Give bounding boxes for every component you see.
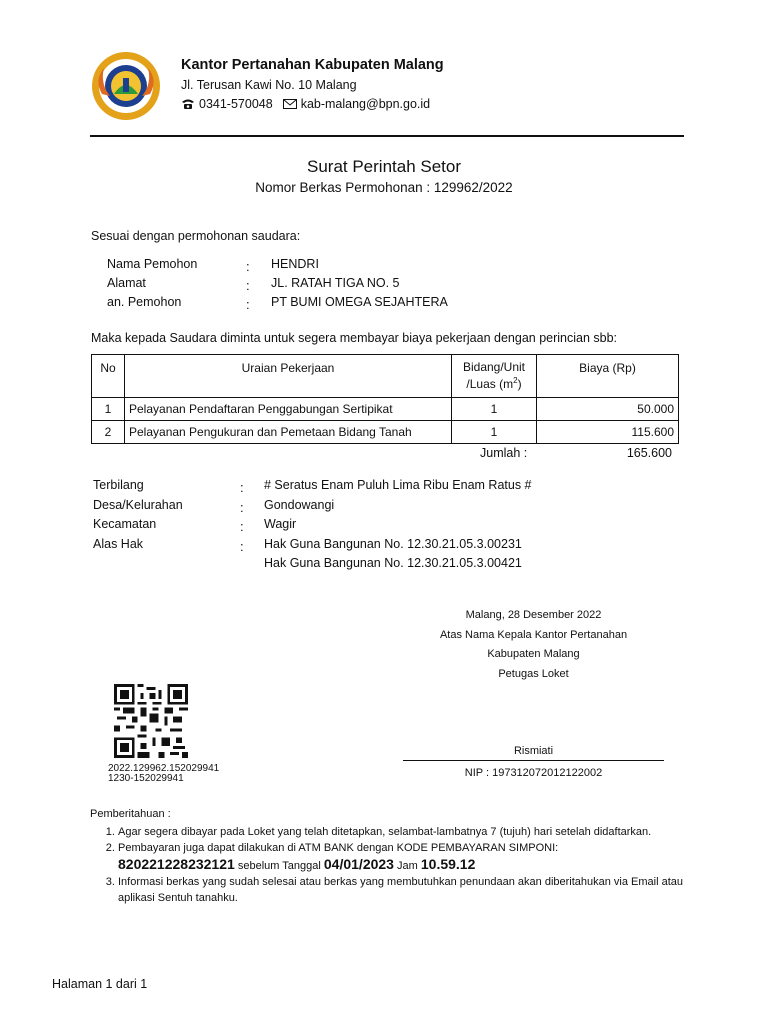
notice-item-2 bbox=[118, 840, 698, 874]
due-date: 04/01/2023 bbox=[323, 856, 394, 872]
signatory-line-3: Petugas Loket bbox=[498, 668, 569, 680]
total-value: 165.600 bbox=[626, 446, 672, 460]
colon: : bbox=[246, 278, 250, 293]
on-behalf-value: PT BUMI OMEGA SEJAHTERA bbox=[271, 295, 448, 309]
row-unit: 1 bbox=[452, 421, 537, 444]
row-no: 2 bbox=[92, 421, 125, 444]
row-unit: 1 bbox=[452, 398, 537, 421]
desa-value: Gondowangi bbox=[264, 498, 335, 512]
col-no-header: No bbox=[92, 355, 125, 398]
office-contact bbox=[181, 97, 430, 111]
page-number: Halaman 1 dari 1 bbox=[52, 977, 148, 991]
notice-heading: Pemberitahuan : bbox=[90, 808, 171, 820]
request-text: Maka kepada Saudara diminta untuk segera membayar biaya pekerjaan dengan perincian sbb: bbox=[91, 331, 618, 345]
document-number: Nomor Berkas Permohonan : 129962/2022 bbox=[255, 180, 513, 195]
office-address: Jl. Terusan Kawi No. 10 Malang bbox=[181, 78, 357, 92]
applicant-name-label: Nama Pemohon bbox=[107, 257, 198, 271]
qr-code-line-1: 2022.129962.152029941 bbox=[108, 763, 220, 774]
office-name: Kantor Pertanahan Kabupaten Malang bbox=[181, 57, 444, 73]
email-address: kab-malang@bpn.go.id bbox=[300, 97, 431, 111]
place-date: Malang, 28 Desember 2022 bbox=[465, 609, 602, 621]
qr-code bbox=[114, 684, 188, 758]
col-unit-header-line2: /Luas (m bbox=[466, 377, 514, 391]
qr-code-text bbox=[108, 764, 219, 784]
signatory-nip: NIP : 197312072012122002 bbox=[464, 767, 603, 779]
due-time: 10.59.12 bbox=[420, 856, 476, 872]
alas-hak-value-2: Hak Guna Bangunan No. 12.30.21.05.3.00421 bbox=[264, 556, 522, 570]
before-date-label: sebelum Tanggal bbox=[237, 860, 321, 872]
on-behalf-label: an. Pemohon bbox=[107, 295, 182, 309]
signatory-name: Rismiati bbox=[513, 745, 554, 757]
col-desc-header: Uraian Pekerjaan bbox=[125, 355, 452, 398]
notice-list bbox=[90, 824, 698, 906]
row-desc: Pelayanan Pengukuran dan Pemetaan Bidang Tanah bbox=[125, 421, 452, 444]
terbilang-value: # Seratus Enam Puluh Lima Ribu Enam Ratus # bbox=[264, 478, 532, 492]
qr-code-line-2: 1230-152029941 bbox=[108, 773, 184, 784]
colon: : bbox=[240, 519, 244, 534]
desa-label: Desa/Kelurahan bbox=[93, 498, 183, 512]
header-divider bbox=[90, 135, 684, 137]
hour-label: Jam bbox=[397, 860, 418, 872]
intro-text: Sesuai dengan permohonan saudara: bbox=[91, 229, 301, 243]
col-unit-header bbox=[452, 355, 537, 398]
notice-item-1: 1. Agar segera dibayar pada Loket yang telah ditetapkan, selambat-lambatnya 7 (tujuh) hari setelah didaftarkan. bbox=[118, 824, 698, 840]
colon: : bbox=[240, 480, 244, 495]
row-no: 1 bbox=[92, 398, 125, 421]
col-unit-header-line1: Bidang/Unit bbox=[462, 360, 526, 374]
table-row bbox=[92, 398, 679, 421]
colon: : bbox=[240, 500, 244, 515]
applicant-name: HENDRI bbox=[271, 257, 319, 271]
applicant-address-label: Alamat bbox=[107, 276, 146, 290]
col-cost-header: Biaya (Rp) bbox=[537, 355, 679, 398]
phone-icon bbox=[181, 98, 195, 110]
col-unit-header-sup: 2 bbox=[513, 376, 518, 385]
bpn-logo bbox=[90, 50, 162, 122]
payment-code: 820221228232121 bbox=[118, 856, 235, 872]
total-label: Jumlah : bbox=[480, 446, 528, 460]
kecamatan-value: Wagir bbox=[264, 517, 297, 531]
kecamatan-label: Kecamatan bbox=[93, 517, 157, 531]
row-desc: Pelayanan Pendaftaran Penggabungan Sertipikat bbox=[125, 398, 452, 421]
colon: : bbox=[240, 539, 244, 554]
applicant-address: JL. RATAH TIGA NO. 5 bbox=[271, 276, 400, 290]
signature-line bbox=[403, 760, 664, 761]
envelope-icon bbox=[283, 98, 297, 110]
signatory-line-1: Atas Nama Kepala Kantor Pertanahan bbox=[439, 629, 628, 641]
alas-hak-value-1: Hak Guna Bangunan No. 12.30.21.05.3.00231 bbox=[264, 537, 522, 551]
table-header-row bbox=[92, 355, 679, 398]
phone-number: 0341-570048 bbox=[199, 97, 273, 111]
terbilang-label: Terbilang bbox=[93, 478, 144, 492]
notice-item-3: 3. Informasi berkas yang sudah selesai atau berkas yang membutuhkan penundaan akan diberitahukan via Email atau aplikasi Sentuh tanahku. bbox=[118, 874, 698, 906]
row-cost: 50.000 bbox=[537, 398, 679, 421]
fee-table bbox=[91, 354, 679, 444]
signatory-line-2: Kabupaten Malang bbox=[487, 648, 580, 660]
table-row bbox=[92, 421, 679, 444]
colon: : bbox=[246, 259, 250, 274]
colon: : bbox=[246, 297, 250, 312]
document-title: Surat Perintah Setor bbox=[306, 157, 462, 176]
notice-item-2-text: Pembayaran juga dapat dilakukan di ATM BANK dengan KODE PEMBAYARAN SIMPONI: bbox=[118, 842, 559, 854]
row-cost: 115.600 bbox=[537, 421, 679, 444]
alas-hak-label: Alas Hak bbox=[93, 537, 144, 551]
col-unit-header-close: ) bbox=[517, 377, 522, 391]
